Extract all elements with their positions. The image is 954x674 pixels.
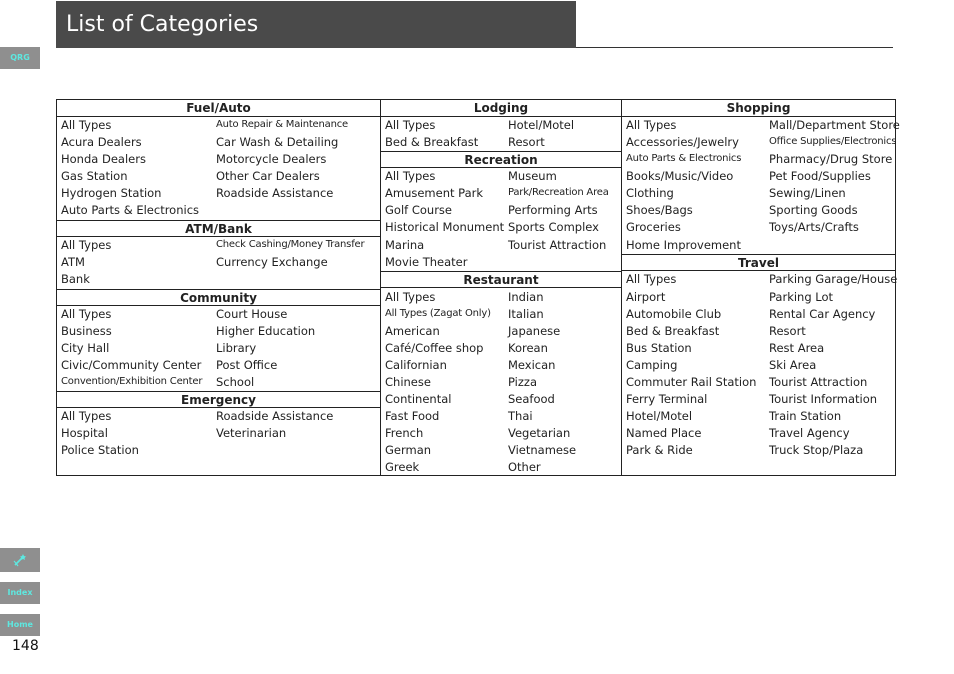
section-heading-lodging: Lodging xyxy=(381,100,621,117)
column-lodging-recreation-restaurant xyxy=(380,99,622,476)
category-item: Hospital xyxy=(61,426,108,440)
navigation-wand-icon xyxy=(0,552,40,568)
title-rule xyxy=(576,47,893,48)
category-item: Accessories/Jewelry xyxy=(626,135,739,149)
category-item: Post Office xyxy=(216,358,278,372)
category-item: Chinese xyxy=(385,375,431,389)
category-item: Travel Agency xyxy=(769,426,850,440)
title-bar xyxy=(56,1,576,48)
category-item: Veterinarian xyxy=(216,426,287,440)
category-item: Tourist Attraction xyxy=(508,238,607,252)
category-item: Park/Recreation Area xyxy=(508,187,609,198)
category-item: Bed & Breakfast xyxy=(385,135,479,149)
category-item: Movie Theater xyxy=(385,255,468,269)
category-item: Sewing/Linen xyxy=(769,186,846,200)
index-tab[interactable]: Index xyxy=(0,582,40,604)
category-item: Rental Car Agency xyxy=(769,307,876,321)
category-item: Greek xyxy=(385,460,420,474)
category-item: Named Place xyxy=(626,426,702,440)
category-item: Clothing xyxy=(626,186,674,200)
category-item: All Types xyxy=(61,307,112,321)
category-item: Parking Garage/House xyxy=(769,272,898,286)
section-heading-shopping: Shopping xyxy=(622,100,895,117)
section-heading-restaurant: Restaurant xyxy=(381,271,621,288)
category-item: Court House xyxy=(216,307,288,321)
category-item: Office Supplies/Electronics xyxy=(769,136,897,147)
category-item: Café/Coffee shop xyxy=(385,341,484,355)
category-item: Check Cashing/Money Transfer xyxy=(216,239,365,250)
category-item: Amusement Park xyxy=(385,186,484,200)
category-item: Groceries xyxy=(626,220,681,234)
category-item: Toys/Arts/Crafts xyxy=(769,220,859,234)
category-item: Library xyxy=(216,341,257,355)
category-item: Convention/Exhibition Center xyxy=(61,376,203,387)
category-item: Automobile Club xyxy=(626,307,722,321)
category-item: All Types xyxy=(61,118,112,132)
category-item: Californian xyxy=(385,358,447,372)
category-item: Historical Monument xyxy=(385,220,505,234)
section-heading-travel: Travel xyxy=(622,254,895,271)
category-item: Motorcycle Dealers xyxy=(216,152,327,166)
category-item: Museum xyxy=(508,169,557,183)
category-item: All Types xyxy=(626,272,677,286)
category-item: All Types xyxy=(385,118,436,132)
category-item: Gas Station xyxy=(61,169,128,183)
category-item: Parking Lot xyxy=(769,290,834,304)
category-item: American xyxy=(385,324,440,338)
category-item: All Types xyxy=(385,169,436,183)
category-item: All Types xyxy=(385,290,436,304)
qrg-tab[interactable]: QRG xyxy=(0,47,40,69)
category-item: Mexican xyxy=(508,358,556,372)
category-item: Japanese xyxy=(508,324,561,338)
category-item: Home Improvement xyxy=(626,238,741,252)
category-item: Performing Arts xyxy=(508,203,598,217)
category-item: Car Wash & Detailing xyxy=(216,135,339,149)
section-heading-fuel-auto: Fuel/Auto xyxy=(57,100,380,117)
category-item: Truck Stop/Plaza xyxy=(769,443,864,457)
category-item: Sporting Goods xyxy=(769,203,858,217)
category-item: Hydrogen Station xyxy=(61,186,162,200)
category-item: Auto Parts & Electronics xyxy=(626,153,742,164)
category-item: Marina xyxy=(385,238,425,252)
category-item: ATM xyxy=(61,255,85,269)
category-item: Train Station xyxy=(769,409,842,423)
category-item: Bank xyxy=(61,272,90,286)
category-item: Korean xyxy=(508,341,548,355)
home-tab[interactable]: Home xyxy=(0,614,40,636)
category-item: Tourist Attraction xyxy=(769,375,868,389)
category-item: Shoes/Bags xyxy=(626,203,693,217)
page-number: 148 xyxy=(12,638,39,654)
category-item: School xyxy=(216,375,255,389)
category-item: Resort xyxy=(769,324,806,338)
category-item: Resort xyxy=(508,135,545,149)
category-item: Auto Repair & Maintenance xyxy=(216,119,348,130)
category-item: City Hall xyxy=(61,341,110,355)
category-item: Currency Exchange xyxy=(216,255,328,269)
section-heading-community: Community xyxy=(57,289,380,306)
category-item: Commuter Rail Station xyxy=(626,375,757,389)
category-item: Police Station xyxy=(61,443,139,457)
category-item: Ferry Terminal xyxy=(626,392,708,406)
category-item: Indian xyxy=(508,290,544,304)
category-item: Acura Dealers xyxy=(61,135,142,149)
category-item: Golf Course xyxy=(385,203,452,217)
category-item: Camping xyxy=(626,358,678,372)
category-item: Park & Ride xyxy=(626,443,693,457)
category-item: All Types xyxy=(626,118,677,132)
category-item: Higher Education xyxy=(216,324,316,338)
category-item: Books/Music/Video xyxy=(626,169,734,183)
category-item: Vietnamese xyxy=(508,443,577,457)
category-item: Other xyxy=(508,460,541,474)
category-item: Continental xyxy=(385,392,452,406)
category-item: Seafood xyxy=(508,392,555,406)
category-item: Airport xyxy=(626,290,666,304)
category-item: Honda Dealers xyxy=(61,152,146,166)
category-item: Pharmacy/Drug Store xyxy=(769,152,893,166)
category-item: Mall/Department Store xyxy=(769,118,900,132)
category-item: All Types (Zagat Only) xyxy=(385,308,491,319)
nav-tab[interactable] xyxy=(0,548,40,572)
page-title: List of Categories xyxy=(66,12,259,37)
category-item: Hotel/Motel xyxy=(508,118,575,132)
column-fuel-atm-community-emergency xyxy=(56,99,381,476)
category-item: Sports Complex xyxy=(508,220,599,234)
category-item: Roadside Assistance xyxy=(216,186,334,200)
category-item: All Types xyxy=(61,238,112,252)
section-heading-recreation: Recreation xyxy=(381,151,621,168)
section-heading-emergency: Emergency xyxy=(57,391,380,408)
category-item: Bed & Breakfast xyxy=(626,324,720,338)
category-item: Other Car Dealers xyxy=(216,169,320,183)
category-item: Tourist Information xyxy=(769,392,878,406)
category-item: Business xyxy=(61,324,112,338)
category-item: French xyxy=(385,426,424,440)
category-item: Thai xyxy=(508,409,533,423)
section-heading-atm-bank: ATM/Bank xyxy=(57,220,380,237)
category-item: Civic/Community Center xyxy=(61,358,202,372)
category-item: Rest Area xyxy=(769,341,825,355)
category-item: Vegetarian xyxy=(508,426,571,440)
category-item: Italian xyxy=(508,307,544,321)
category-item: Pet Food/Supplies xyxy=(769,169,871,183)
category-item: Bus Station xyxy=(626,341,692,355)
category-item: All Types xyxy=(61,409,112,423)
category-item: Fast Food xyxy=(385,409,440,423)
category-item: German xyxy=(385,443,432,457)
category-item: Auto Parts & Electronics xyxy=(61,203,200,217)
category-item: Roadside Assistance xyxy=(216,409,334,423)
category-item: Pizza xyxy=(508,375,537,389)
column-shopping-travel xyxy=(621,99,900,476)
category-item: Hotel/Motel xyxy=(626,409,693,423)
category-item: Ski Area xyxy=(769,358,817,372)
